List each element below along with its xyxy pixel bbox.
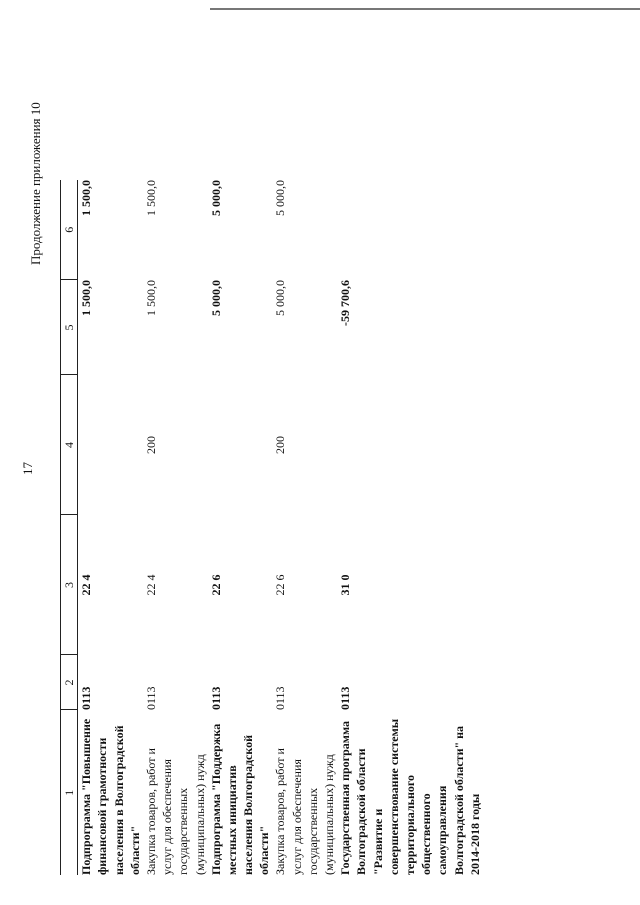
column-number-row: [61, 180, 78, 875]
target-article: 22 6: [208, 574, 223, 596]
table-row: [78, 180, 143, 875]
expense-type: [337, 375, 483, 515]
table-row: [208, 180, 273, 875]
column-number: 3: [61, 515, 78, 655]
section-code: 0113: [338, 686, 353, 710]
expense-type: [78, 375, 143, 515]
expense-type: 200: [143, 436, 158, 454]
amount-col5: 5 000,0: [273, 280, 288, 316]
row-name: Закупка товаров, работ и услуг для обеспечения государственных (муниципальных) нужд: [143, 748, 207, 875]
amount-col5: 5 000,0: [208, 280, 223, 316]
section-code: 0113: [79, 686, 94, 710]
budget-table: [60, 180, 483, 875]
column-number: 6: [61, 180, 78, 280]
section-code: 0113: [208, 686, 223, 710]
amount-col5: -59 700,6: [338, 280, 353, 326]
row-name: Закупка товаров, работ и услуг для обеспечения государственных (муниципальных) нужд: [273, 748, 336, 875]
amount-col6: 5 000,0: [208, 180, 223, 216]
target-article: 22 4: [79, 574, 94, 596]
row-name: Подпрограмма "Поддержка местных инициатив населения Волгоградской области": [208, 723, 272, 875]
column-number: 1: [61, 710, 78, 875]
row-name: Государственная программа Волгоградской области "Развитие и совершенствование системы территориального общественного самоуправления Волгоградской области" на 2014-2018 годы: [338, 718, 482, 875]
table-row: [272, 180, 337, 875]
row-name: Подпрограмма "Повышение финансовой грамотности населения в Волгоградской области": [79, 718, 142, 875]
target-article: 31 0: [338, 574, 353, 596]
amount-col6: 1 500,0: [143, 180, 158, 216]
column-number: 2: [61, 655, 78, 710]
table-row: [143, 180, 208, 875]
page-number: 17: [20, 462, 35, 475]
table-row: [337, 180, 483, 875]
expense-type: 200: [273, 436, 288, 454]
column-number: 4: [61, 375, 78, 515]
expense-type: [208, 375, 273, 515]
appendix-title: Продолжение приложения 10: [28, 102, 43, 265]
amount-col6: 5 000,0: [273, 180, 288, 216]
amount-col6: 1 500,0: [79, 180, 94, 216]
target-article: 22 4: [143, 574, 158, 596]
amount-col5: 1 500,0: [79, 280, 94, 316]
section-code: 0113: [143, 686, 158, 710]
section-code: 0113: [273, 686, 288, 710]
amount-col5: 1 500,0: [143, 280, 158, 316]
column-number: 5: [61, 280, 78, 375]
target-article: 22 6: [273, 574, 288, 596]
amount-col6: [337, 180, 483, 280]
